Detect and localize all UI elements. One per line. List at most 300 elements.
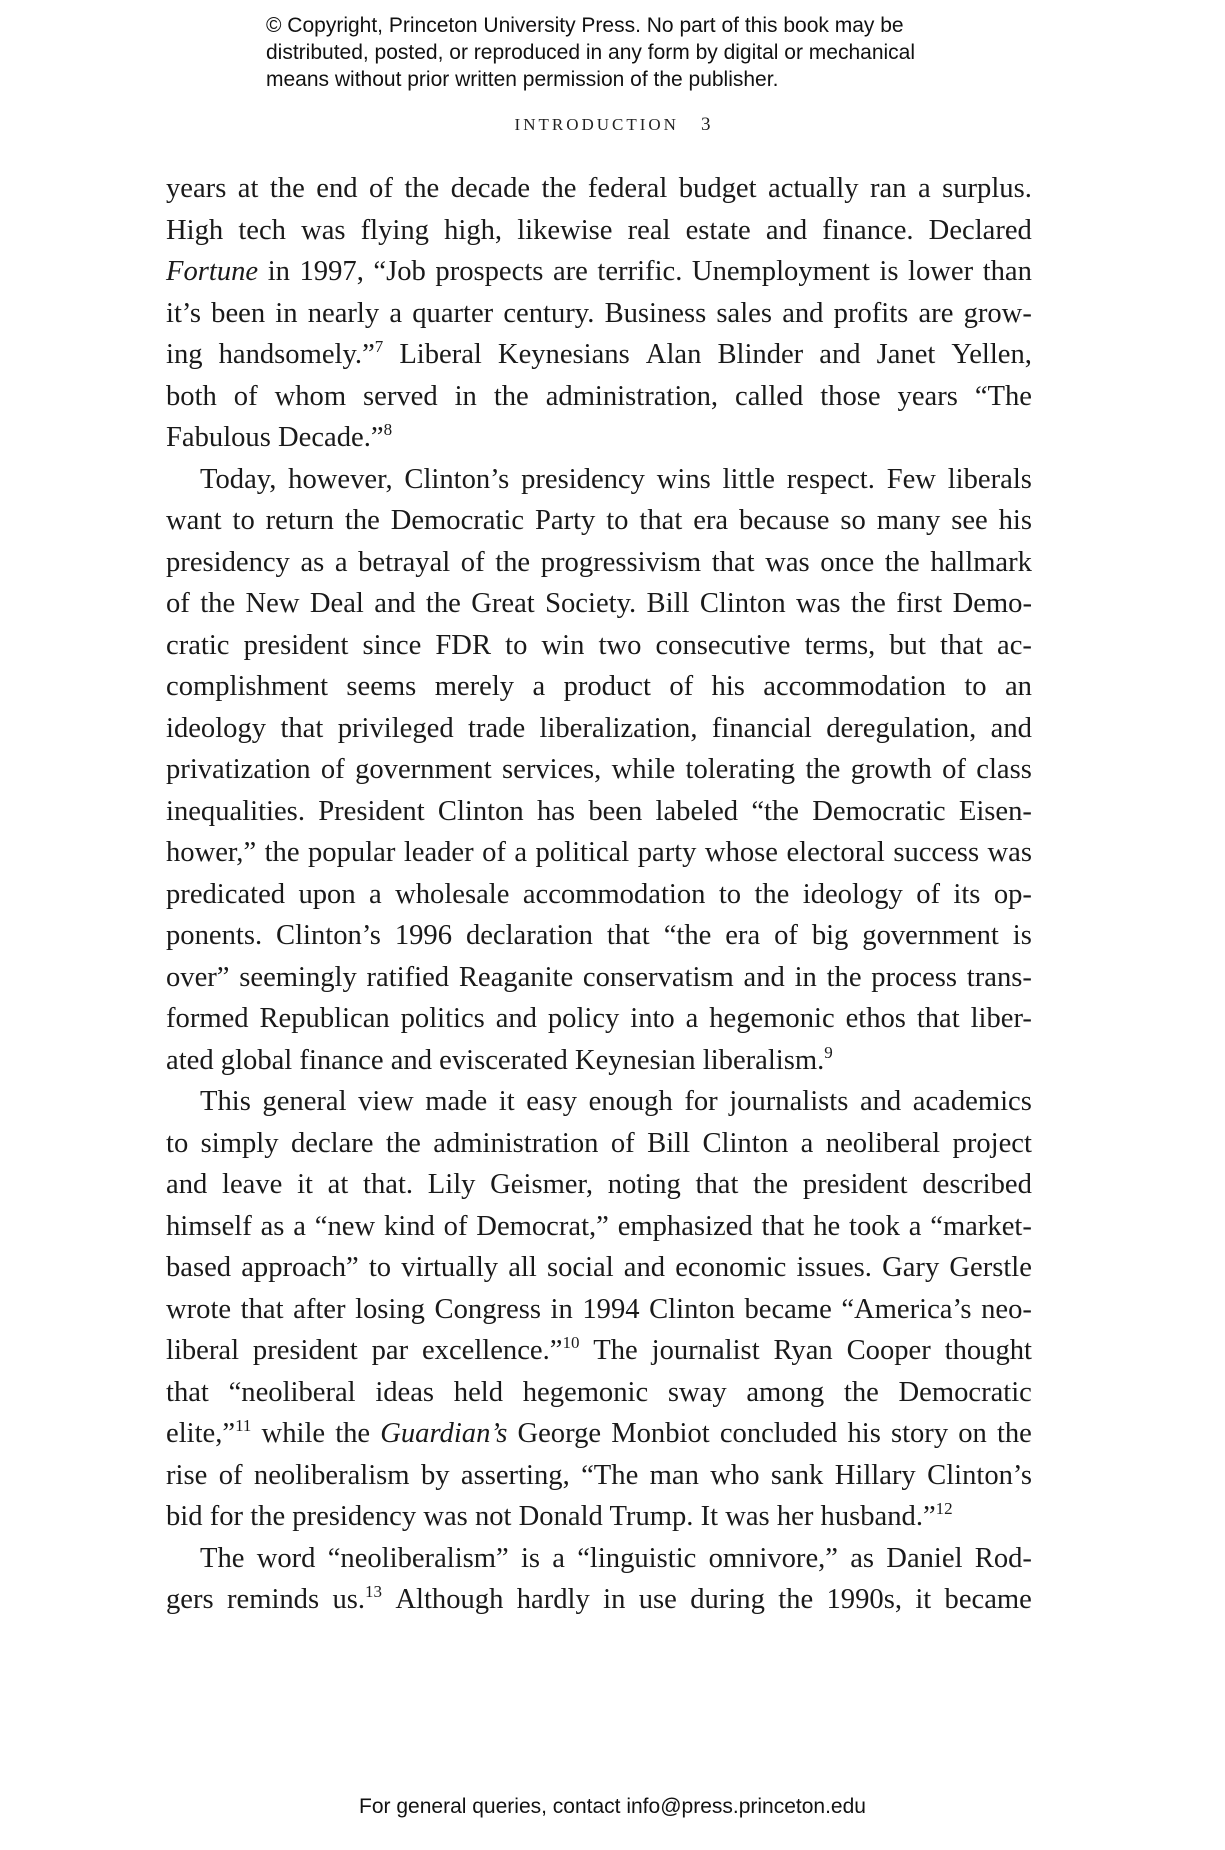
- word: sway: [667, 1376, 727, 1408]
- word: the: [264, 837, 300, 868]
- word: president: [802, 1169, 908, 1200]
- word: president: [252, 1335, 358, 1366]
- footnote-marker: 9: [824, 1042, 833, 1062]
- word: those: [820, 380, 881, 412]
- word: President: [318, 795, 425, 827]
- word: into: [630, 1003, 675, 1034]
- word: betrayal: [358, 546, 451, 578]
- word: during: [690, 1584, 765, 1615]
- word: liberalization,: [539, 712, 698, 744]
- copyright-line: © Copyright, Princeton University Press. No part of this book may be: [266, 14, 904, 37]
- word: Ryan: [773, 1335, 833, 1366]
- word: hegemonic: [709, 1003, 835, 1034]
- word: Daniel: [886, 1542, 963, 1574]
- word: little: [722, 463, 775, 495]
- word: two: [598, 629, 642, 661]
- text-line: [166, 251, 1032, 293]
- text-line: [166, 417, 1032, 459]
- word: nearly: [307, 297, 380, 329]
- word: ideology: [166, 712, 267, 744]
- word: surplus.: [942, 173, 1032, 204]
- word: word: [256, 1542, 316, 1574]
- word: Yellen,: [951, 339, 1032, 370]
- word: bid: [166, 1501, 203, 1532]
- word: the: [754, 878, 790, 910]
- word: par: [371, 1335, 409, 1366]
- word: government: [862, 920, 999, 951]
- word: Democratic: [898, 1376, 1032, 1408]
- word: man: [649, 1459, 699, 1491]
- word: enough: [588, 1086, 673, 1117]
- word: is: [520, 1542, 541, 1574]
- word: in: [603, 1584, 626, 1615]
- word: Gary: [882, 1252, 940, 1283]
- word: Gerstle: [949, 1252, 1032, 1283]
- word: and: [743, 961, 785, 993]
- word: a: [293, 1210, 306, 1242]
- word: high,: [444, 214, 503, 246]
- word: Clinton’s: [927, 1459, 1032, 1491]
- word: omnivore,”: [708, 1542, 838, 1574]
- word: Declared: [928, 214, 1032, 246]
- word: and: [782, 297, 824, 329]
- word: his: [847, 1418, 881, 1449]
- word: privatization: [166, 754, 311, 785]
- word: Rod-: [974, 1542, 1032, 1574]
- word: big: [811, 920, 849, 951]
- word: among: [746, 1376, 825, 1408]
- word: cratic: [166, 629, 230, 661]
- word: his: [711, 671, 745, 702]
- word: to: [606, 505, 629, 536]
- word: Deal: [309, 588, 364, 619]
- word: the: [344, 505, 380, 536]
- word: administration,: [545, 380, 719, 412]
- word: era: [725, 920, 761, 951]
- word: Clinton: [699, 588, 786, 619]
- word: himself: [166, 1210, 252, 1242]
- text-line: [166, 1538, 1032, 1580]
- word: The: [593, 1335, 638, 1366]
- word: hardly: [516, 1584, 590, 1615]
- word: and: [166, 1169, 208, 1200]
- word: by: [420, 1459, 450, 1491]
- word: while: [611, 754, 676, 785]
- text-line: [166, 1081, 1032, 1123]
- word: Monbiot: [611, 1418, 710, 1449]
- word: wins: [656, 463, 711, 495]
- word: the: [425, 588, 461, 619]
- word: century.: [503, 297, 595, 329]
- word: because: [739, 505, 830, 536]
- word: Clinton: [702, 1127, 789, 1159]
- word: issues.: [796, 1252, 872, 1283]
- footnote-marker: 10: [562, 1333, 580, 1352]
- word: of: [369, 173, 393, 204]
- word: after: [293, 1293, 346, 1325]
- word: not: [474, 1501, 512, 1532]
- word: Although: [395, 1584, 504, 1615]
- text-line: [166, 500, 1032, 542]
- word: presidency: [521, 463, 645, 495]
- word: win: [541, 629, 585, 661]
- word: that: [940, 629, 983, 661]
- word: actually: [768, 173, 859, 204]
- word: “new: [314, 1210, 376, 1242]
- word: a: [800, 1127, 814, 1159]
- word: Janet: [876, 339, 936, 370]
- word: sank: [770, 1459, 824, 1491]
- word: was: [423, 1501, 468, 1532]
- word: services,: [502, 754, 602, 785]
- text-line: [166, 625, 1032, 667]
- word: terrific.: [597, 256, 683, 287]
- word: progressivism: [540, 546, 702, 578]
- word: whose: [704, 837, 778, 868]
- word: virtually: [401, 1252, 499, 1283]
- word: however,: [288, 463, 393, 495]
- word: president: [243, 629, 349, 661]
- word: want: [166, 505, 222, 536]
- text-line: [166, 1455, 1032, 1497]
- word: Fabulous: [166, 422, 271, 453]
- word: the: [493, 380, 529, 412]
- word: in: [275, 297, 298, 329]
- word: Party: [534, 505, 596, 536]
- word: the: [385, 1127, 421, 1159]
- word: was: [796, 588, 841, 619]
- word: “The: [974, 380, 1032, 412]
- text-line: [166, 1289, 1032, 1331]
- word: took: [849, 1210, 900, 1242]
- word: reminds: [226, 1584, 320, 1615]
- word: “the: [751, 795, 799, 827]
- word: presidency: [292, 1501, 417, 1532]
- word: Society.: [545, 588, 637, 619]
- word: on: [958, 1418, 987, 1449]
- word: rise: [166, 1459, 208, 1491]
- word: “the: [663, 920, 712, 951]
- word: class: [976, 754, 1032, 785]
- word: quarter: [412, 297, 494, 329]
- word: made: [425, 1086, 488, 1117]
- word: deregulation,: [826, 712, 977, 744]
- word: a: [685, 1003, 699, 1034]
- word: liberalism.$^9$: [702, 1042, 833, 1076]
- word: are: [552, 256, 588, 287]
- word: for: [209, 1501, 244, 1532]
- word: policy: [547, 1003, 620, 1034]
- word: been: [588, 795, 643, 827]
- text-line: [166, 666, 1032, 708]
- word: and: [990, 712, 1032, 744]
- word: High: [166, 214, 224, 246]
- word: and: [819, 339, 861, 370]
- word: the: [884, 546, 920, 578]
- word: a: [908, 1210, 922, 1242]
- word: elite,”$^{11}$: [166, 1416, 252, 1449]
- text-line: [166, 1579, 1032, 1621]
- word: New: [245, 588, 300, 619]
- word: use: [638, 1584, 677, 1615]
- word: likewise: [517, 214, 613, 246]
- word: Business: [604, 297, 707, 329]
- text-line: [166, 583, 1032, 625]
- word: a: [514, 837, 528, 868]
- word: ethos: [845, 1003, 906, 1034]
- word: but: [889, 629, 926, 661]
- word: Republican: [259, 1003, 390, 1034]
- word: to: [166, 1127, 189, 1159]
- body-text: [166, 168, 1032, 1621]
- word: than: [982, 256, 1032, 287]
- word: to: [505, 629, 528, 661]
- word: was: [725, 1501, 770, 1532]
- word: the: [335, 1418, 371, 1449]
- word: end: [316, 173, 358, 204]
- word: liberals: [947, 463, 1032, 495]
- word: that: [280, 712, 324, 744]
- text-line: [166, 1413, 1032, 1455]
- word: global: [220, 1044, 293, 1076]
- word: concluded: [719, 1418, 838, 1449]
- word: as: [260, 1210, 285, 1242]
- word: predicated: [166, 878, 286, 910]
- word: leave: [222, 1169, 283, 1200]
- text-line: [166, 749, 1032, 791]
- word: of: [233, 380, 258, 412]
- word: became: [744, 1293, 832, 1325]
- word: and: [374, 588, 416, 619]
- word: growth: [850, 754, 932, 785]
- word: been: [211, 297, 266, 329]
- word: accommodation: [522, 878, 706, 910]
- word: Demo-: [952, 588, 1032, 619]
- word: of: [942, 754, 966, 785]
- word: noting: [607, 1169, 681, 1200]
- word: formed: [166, 1003, 249, 1034]
- word: Unemployment: [691, 256, 870, 287]
- word: and: [390, 1044, 433, 1076]
- word: Few: [886, 463, 936, 495]
- word: The: [200, 1542, 245, 1574]
- word: the: [843, 1376, 879, 1408]
- word: of: [166, 588, 190, 619]
- word: Bill: [647, 1127, 691, 1159]
- word: complishment: [166, 671, 329, 702]
- word: administration: [433, 1127, 599, 1159]
- word: is: [879, 256, 899, 287]
- word: privileged: [337, 712, 454, 744]
- word: of: [320, 754, 345, 785]
- word: popular: [308, 837, 396, 868]
- word: neoliberal: [825, 1127, 941, 1159]
- word: the: [826, 961, 862, 993]
- word: liberal: [166, 1335, 240, 1366]
- word: in: [794, 961, 817, 993]
- word: both: [166, 380, 217, 412]
- word: hallmark: [930, 546, 1032, 578]
- word: Democratic: [390, 505, 525, 536]
- text-line: [166, 1247, 1032, 1289]
- word: at: [327, 1169, 349, 1200]
- word: trans-: [966, 961, 1032, 993]
- word: gers: [166, 1584, 214, 1615]
- text-line: [166, 376, 1032, 418]
- word: as: [850, 1542, 875, 1574]
- word: to: [718, 878, 742, 910]
- word: easy: [526, 1086, 578, 1117]
- text-line: [166, 542, 1032, 584]
- word: political: [535, 837, 630, 868]
- word: called: [735, 380, 804, 412]
- word: hegemonic: [522, 1376, 649, 1408]
- word: grow-: [963, 297, 1032, 329]
- word: lower: [908, 256, 974, 287]
- word: the: [200, 588, 236, 619]
- word: kind: [383, 1210, 435, 1242]
- word: Clinton’s: [276, 920, 381, 951]
- running-head-section: INTRODUCTION: [514, 115, 679, 134]
- running-head: [0, 114, 1225, 136]
- word: the: [805, 754, 841, 785]
- word: the: [996, 1418, 1032, 1449]
- word: he: [813, 1210, 841, 1242]
- word: eviscerated: [439, 1044, 568, 1076]
- word: “Job: [373, 256, 426, 287]
- word: Clinton: [649, 1293, 735, 1325]
- copyright-line: distributed, posted, or reproduced in any form by digital or mechanical: [266, 41, 916, 64]
- word: the: [250, 1501, 286, 1532]
- word: that: [606, 920, 650, 951]
- word: 1996: [394, 920, 453, 951]
- word: of: [916, 878, 941, 910]
- word: Bill: [646, 588, 690, 619]
- text-line: [166, 915, 1032, 957]
- word: accommodation: [763, 671, 946, 702]
- word: of: [482, 837, 506, 868]
- text-line: [166, 1040, 1032, 1082]
- word: asserting,: [460, 1459, 570, 1491]
- word: that: [639, 505, 683, 536]
- word: of: [610, 1127, 635, 1159]
- word: a: [917, 173, 931, 204]
- text-line: [166, 874, 1032, 916]
- word: Donald: [518, 1501, 603, 1532]
- word: ideas: [375, 1376, 435, 1408]
- word: Reaganite: [458, 961, 574, 993]
- word: the: [541, 173, 577, 204]
- word: Lily: [427, 1169, 476, 1200]
- word: tech: [238, 214, 286, 246]
- word: Keynesian: [574, 1044, 696, 1076]
- word: respect.: [786, 463, 875, 495]
- word: all: [508, 1252, 537, 1283]
- word: a: [532, 671, 546, 702]
- word: journalists: [729, 1086, 849, 1117]
- word: FDR: [435, 629, 492, 661]
- word: the: [850, 588, 886, 619]
- word: journalist: [651, 1335, 760, 1366]
- word: and: [623, 1252, 666, 1283]
- word: once: [820, 546, 875, 578]
- word: an: [1004, 671, 1032, 702]
- word: view: [358, 1086, 414, 1117]
- word: was: [765, 546, 810, 578]
- word: academics: [912, 1086, 1032, 1117]
- word: electoral: [786, 837, 885, 868]
- word: ac-: [997, 629, 1032, 661]
- word: it’s: [166, 297, 201, 329]
- word: described: [922, 1169, 1032, 1200]
- word: are: [918, 297, 954, 329]
- word: wholesale: [395, 878, 510, 910]
- word: husband.”$^{12}$: [820, 1499, 953, 1532]
- word: budget: [678, 173, 757, 204]
- word: seems: [346, 671, 417, 702]
- text-line: [166, 168, 1032, 210]
- word: labeled: [655, 795, 739, 827]
- word: leader: [403, 837, 474, 868]
- word: in: [550, 1293, 573, 1325]
- word: the: [269, 173, 305, 204]
- word: Clinton: [437, 795, 524, 827]
- text-line: [166, 1372, 1032, 1414]
- word: Trump.: [609, 1501, 694, 1532]
- word: 1997,: [299, 256, 364, 287]
- word: that: [916, 1003, 960, 1034]
- word: who: [710, 1459, 760, 1491]
- word: sales: [716, 297, 773, 329]
- word: consecutive: [655, 629, 791, 661]
- word: that: [711, 546, 755, 578]
- word: whom: [274, 380, 347, 412]
- word: in: [267, 256, 290, 287]
- word: Liberal: [399, 339, 482, 370]
- footnote-marker: 13: [365, 1582, 383, 1601]
- word: held: [453, 1376, 504, 1408]
- text-line: [166, 293, 1032, 335]
- word: in: [454, 380, 477, 412]
- word: seemingly: [239, 961, 357, 993]
- text-line: [166, 708, 1032, 750]
- word: “neoliberalism”: [327, 1542, 509, 1574]
- word: declare: [290, 1127, 374, 1159]
- text-line: [166, 459, 1032, 501]
- word: of: [669, 671, 694, 702]
- word: that: [761, 1210, 805, 1242]
- word: process: [871, 961, 958, 993]
- word: a: [552, 1542, 565, 1574]
- word: to: [368, 1252, 392, 1283]
- word: government: [355, 754, 492, 785]
- word: story: [890, 1418, 949, 1449]
- word: product: [563, 671, 651, 702]
- word: the: [778, 1584, 814, 1615]
- word: based: [166, 1252, 232, 1283]
- word: us.$^{13}$: [332, 1582, 383, 1615]
- word: so: [840, 505, 866, 536]
- footnote-marker: 11: [235, 1416, 252, 1435]
- word: it: [297, 1169, 313, 1200]
- text-line: [166, 1330, 1032, 1372]
- word: its: [953, 878, 981, 910]
- text-line: [166, 1496, 1032, 1538]
- word: This: [200, 1086, 251, 1117]
- word: “The: [581, 1459, 639, 1491]
- word: was: [301, 214, 346, 246]
- word: op-: [993, 878, 1032, 910]
